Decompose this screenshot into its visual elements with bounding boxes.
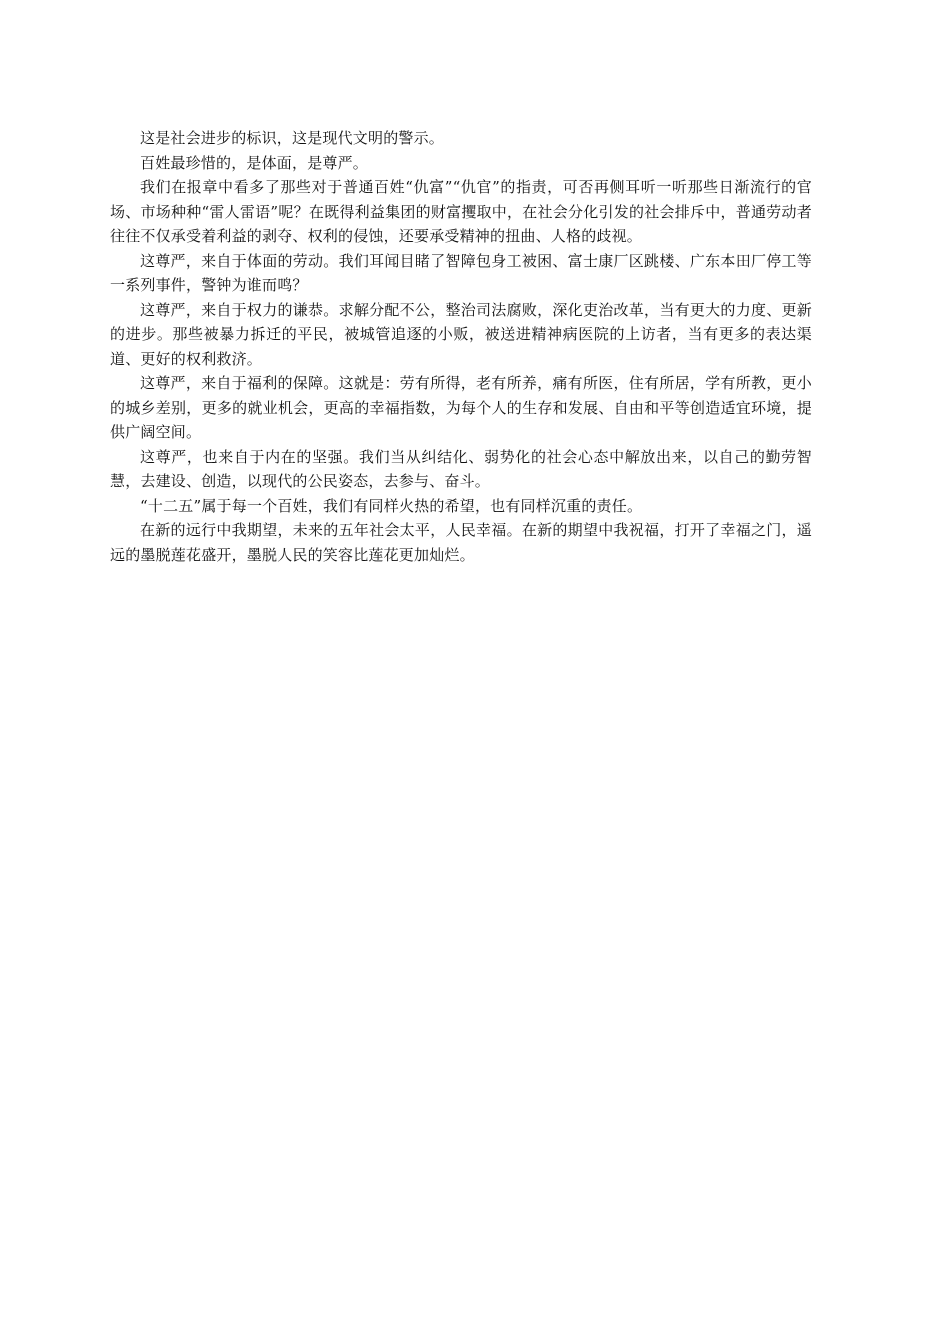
document-body (110, 126, 812, 567)
paragraph-3: 我们在报章中看多了那些对于普通百姓“仇富”“仇官”的指责，可否再侧耳听一听那些日渐流行的官场、市场种种“雷人雷语”呢？在既得利益集团的财富攫取中，在社会分化引发的社会排斥中，普通劳动者往往不仅承受着利益的剥夺、权利的侵蚀，还要承受精神的扭曲、人格的歧视。 (110, 178, 812, 245)
paragraph-8: “十二五”属于每一个百姓，我们有同样火热的希望，也有同样沉重的责任。 (140, 496, 643, 515)
paragraph-5: 这尊严，来自于权力的谦恭。求解分配不公，整治司法腐败，深化吏治改革，当有更大的力度、更新的进步。那些被暴力拆迁的平民，被城管追逐的小贩，被送进精神病医院的上访者，当有更多的表达渠道、更好的权利救济。 (110, 300, 812, 368)
paragraph-4: 这尊严，来自于体面的劳动。我们耳闻目睹了智障包身工被困、富士康厂区跳楼、广东本田厂停工等一系列事件，警钟为谁而鸣？ (110, 251, 812, 294)
paragraph-6: 这尊严，来自于福利的保障。这就是：劳有所得，老有所养，痛有所医，住有所居，学有所教，更小的城乡差别，更多的就业机会，更高的幸福指数，为每个人的生存和发展、自由和平等创造适宜环境，提供广阔空间。 (110, 374, 812, 441)
paragraph-2: 百姓最珍惜的，是体面，是尊严。 (140, 153, 369, 172)
paragraph-1: 这是社会进步的标识，这是现代文明的警示。 (140, 129, 445, 147)
paragraph-7: 这尊严，也来自于内在的坚强。我们当从纠结化、弱势化的社会心态中解放出来，以自己的勤劳智慧，去建设、创造，以现代的公民姿态，去参与、奋斗。 (110, 447, 812, 490)
paragraph-9: 在新的远行中我期望，未来的五年社会太平，人民幸福。在新的期望中我祝福，打开了幸福之门，遥远的墨脱莲花盛开，墨脱人民的笑容比莲花更加灿烂。 (110, 521, 812, 564)
